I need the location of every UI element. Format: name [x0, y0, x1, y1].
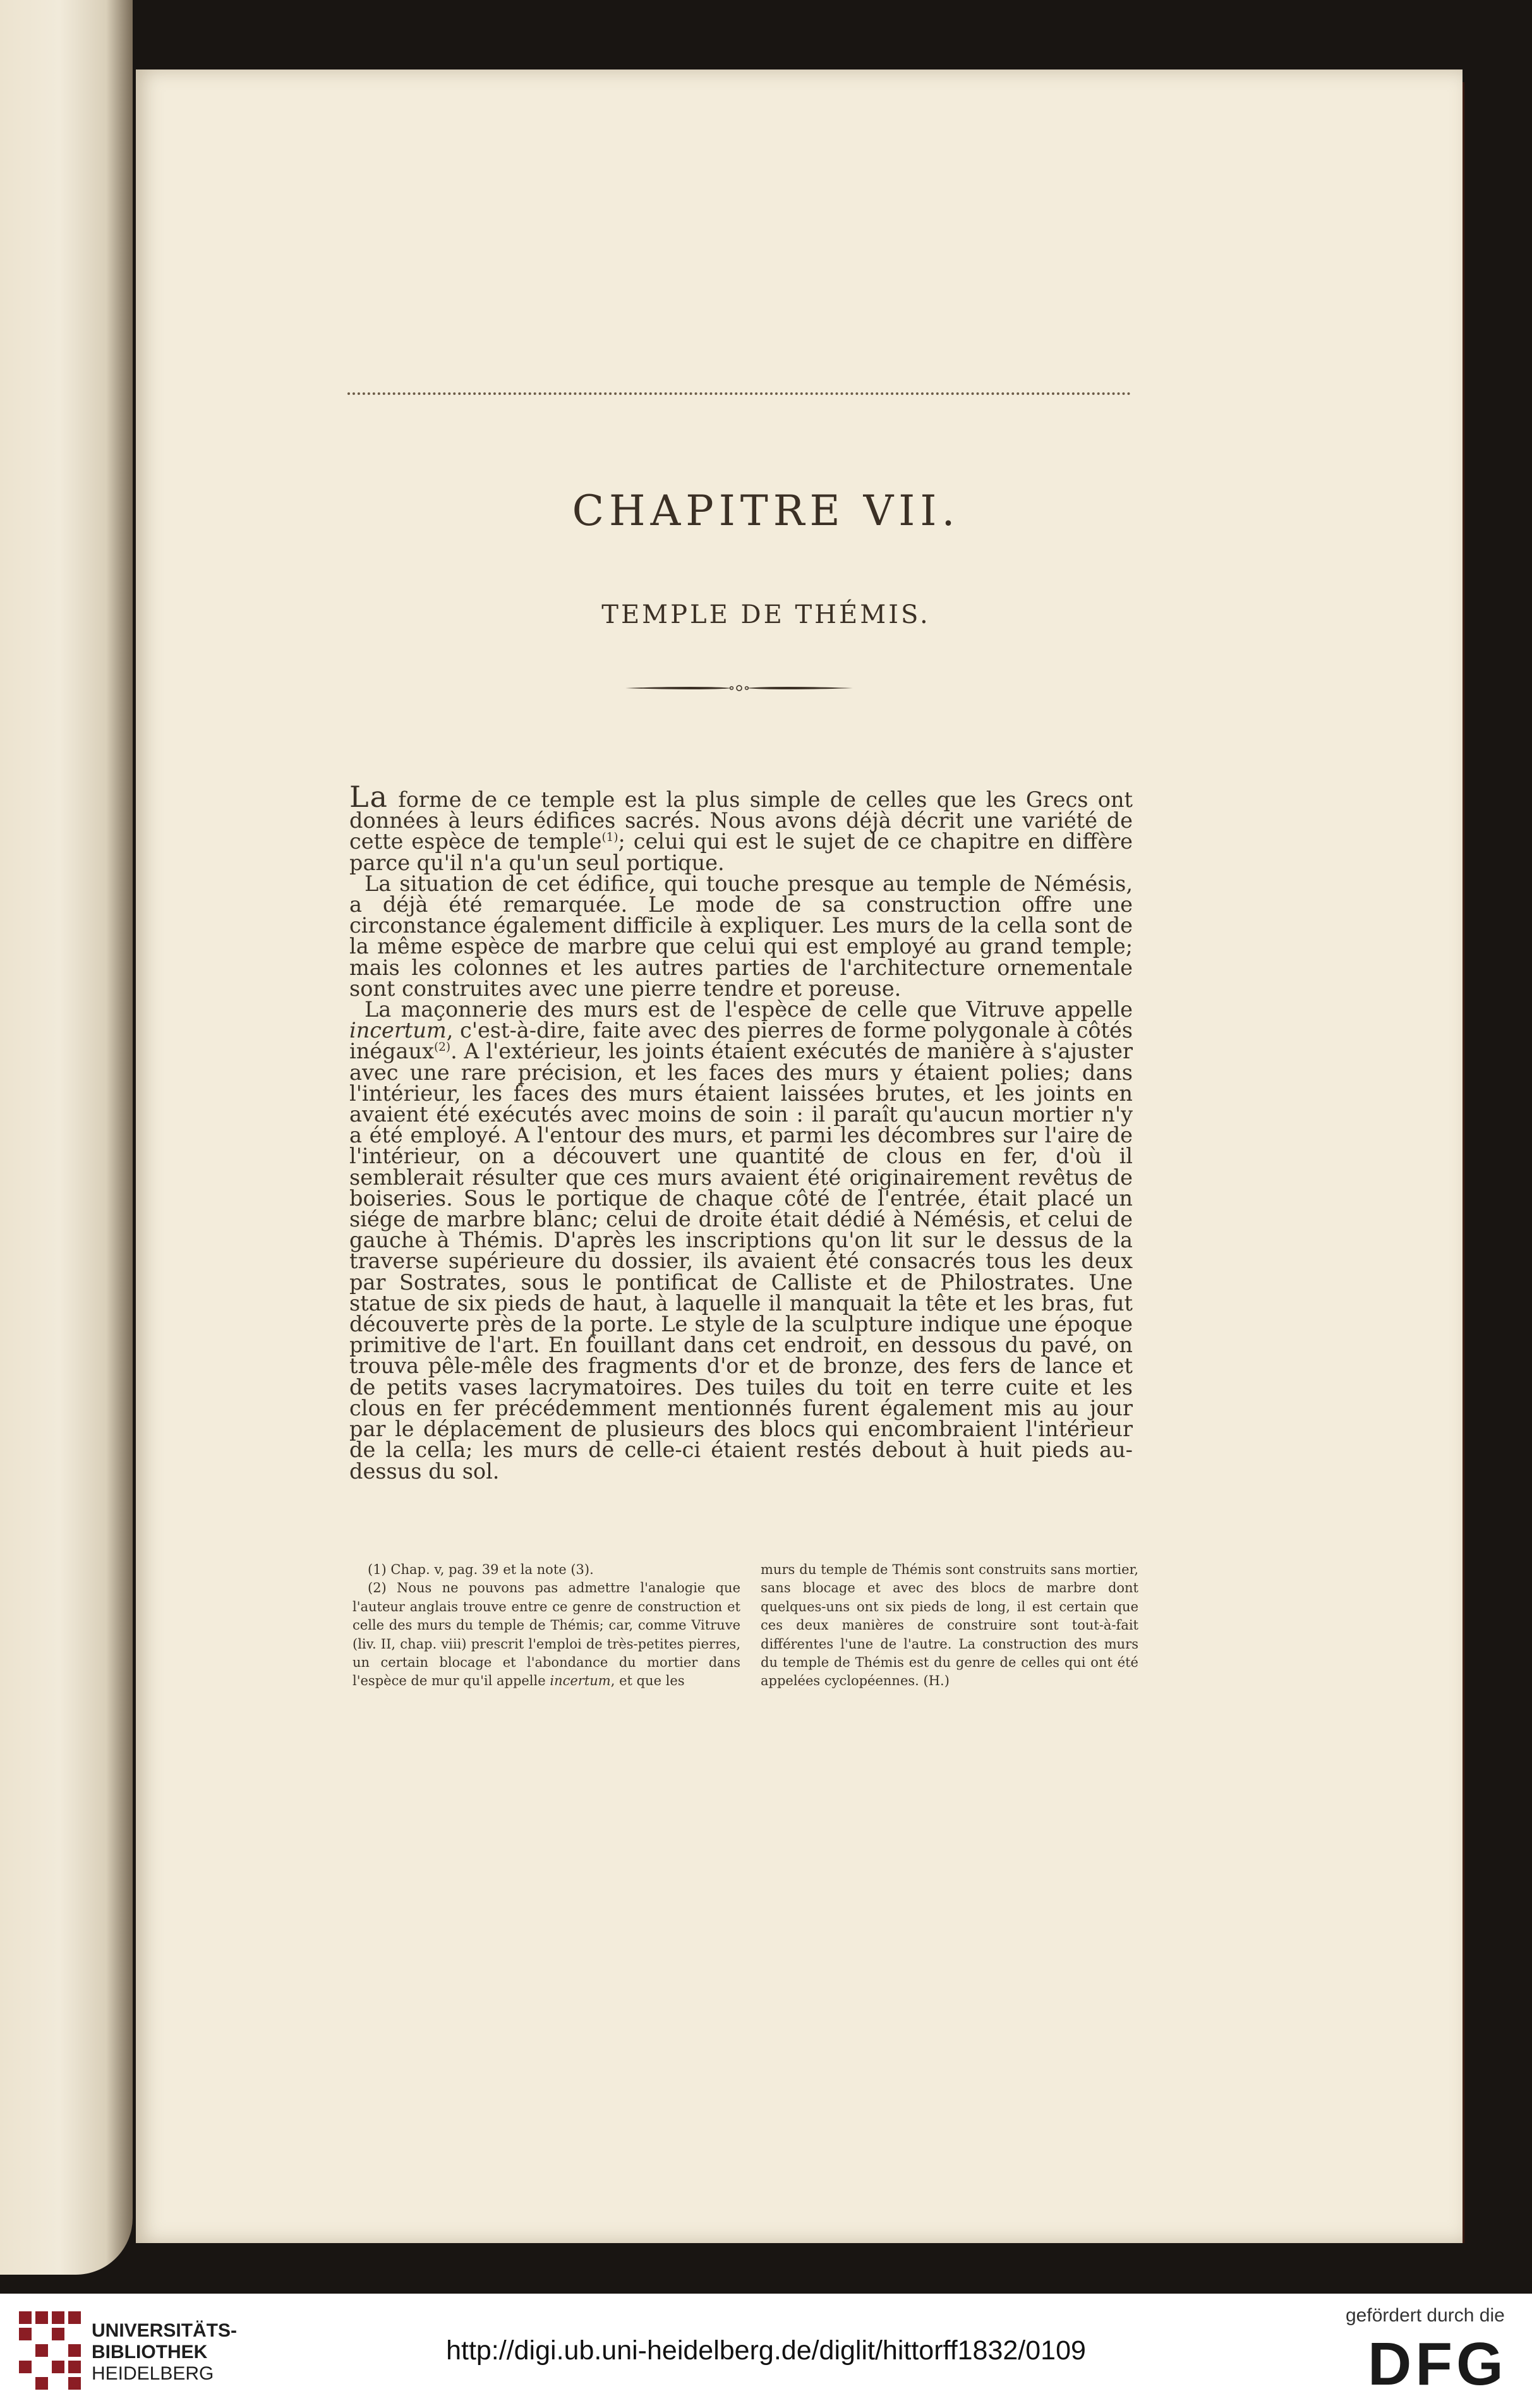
viewer-footer — [0, 2294, 1532, 2408]
italic-term: incertum — [349, 1018, 447, 1043]
chapter-subtitle: TEMPLE DE THÉMIS. — [601, 600, 931, 629]
funded-by-label: gefördert durch die — [1346, 2305, 1505, 2326]
footnote-2-continued: murs du temple de Thémis sont construits sans mortier, sans blocage et avec des blocs de marbre dont quelques-uns ont six pieds de long, il est certain que ces deux manières de construire sont tout-à-fait différentes l'une de l'autre. La construction des murs du temple de Thémis est du genre de celles qui ont été appelées cyclopéennes. (H.) — [761, 1562, 1138, 1689]
permalink-url[interactable]: http://digi.ub.uni-heidelberg.de/diglit/hittorff1832/0109 — [446, 2335, 1086, 2366]
footnote-2-italic: incertum — [550, 1673, 611, 1689]
paragraph-1-end: ; celui qui est le sujet de ce chapitre en diffère parce qu'il n'a qu'un seul portique. — [349, 829, 1133, 875]
top-dotted-rule — [347, 392, 1131, 395]
paragraph-3-text-c: . A l'extérieur, les joints étaient exécutés de manière à s'ajuster avec une rare précision, et les faces des murs y étaient polies; dans l'intérieur, les faces des murs étaient laissées brutes, et les joints en avaient été exécutés avec moins de soin : il paraît qu'aucun mortier n'y a été employé. A l'entour des murs, et parmi les décombres sur l'aire de l'intérieur, on a découvert une quantité de clous en fer, d'où il semblerait résulter que ces murs avaient été originairement revêtus de boiseries. Sous le portique de chaque côté de l'entrée, était placé un siége de marbre blanc; celui de droite était dédié à Némésis, et celui de gauche à Thémis. D'après les inscriptions qu'on lit sur le dessus de la traverse supérieure du dossier, ils avaient été consacrés tous les deux par Sostrates, sous le pontificat de Calliste et de Philostrates. Une statue de six pieds de haut, à laquelle il manquait la tête et les bras, fut découverte près de la porte. Le style de la sculpture indique une époque primitive de l'art. En fouillant dans cet endroit, en dessous du pavé, on trouva pêle-mêle des fragments d'or et de bronze, des fers de lance et de petits vases lacrymatoires. Des tuiles du toit en terre cuite et les clous en fer précédemment mentionnés furent également mis au jour par le déplacement de plusieurs des blocs qui encombraient l'intérieur de la cella; les murs de celle-ci étaient restés debout à huit pieds au-dessus du sol. — [349, 1039, 1133, 1484]
footnote-ref-2[interactable]: (2) — [434, 1041, 451, 1055]
chapter-title: CHAPITRE VII. — [572, 487, 960, 535]
ornament-divider-icon — [625, 679, 853, 698]
paragraph-3-text-a: La maçonnerie des murs est de l'espèce de celle que Vitruve appelle — [365, 997, 1133, 1022]
dfg-logo[interactable]: DFG — [1368, 2330, 1507, 2398]
paragraph-1 — [349, 780, 1133, 875]
footnotes-left-column — [353, 1561, 740, 1691]
paragraph-1-text: forme de ce temple est la plus simple de celles que les Grecs ont données à leurs édifices sacrés. Nous avons déjà décrit une variété de cette espèce de temple — [349, 787, 1133, 854]
footnotes-right-column — [761, 1561, 1138, 1691]
book-spine — [0, 0, 133, 2275]
footnote-1: (1) Chap. v, pag. 39 et la note (3). — [368, 1562, 594, 1577]
footnote-2-text-a: (2) Nous ne pouvons pas admettre l'analogie que l'auteur anglais trouve entre ce genre de construction et celle des murs du temple de Thémis; car, comme Vitruve (liv. II, chap. viii) prescrit l'emploi de très-petites pierres, un certain blocage et l'abondance du mortier dans l'espèce de mur qu'il appelle — [353, 1580, 740, 1689]
footnote-2-text-b: , et que les — [610, 1673, 685, 1689]
drop-cap: La — [349, 780, 389, 814]
paragraph-2: La situation de cet édifice, qui touche presque au temple de Némésis, a déjà été remarquée. Le mode de sa construction offre une circonstance également difficile à expliquer. Les murs de la cella sont de la même espèce de marbre que celui qui est employé au grand temple; mais les colonnes et les autres parties de l'architecture ornementale sont construites avec une pierre tendre et poreuse. — [349, 871, 1133, 1001]
footnote-ref-1[interactable]: (1) — [601, 831, 618, 845]
body-text — [349, 780, 1133, 1484]
library-name-line-1: UNIVERSITÄTS- — [92, 2320, 238, 2341]
library-name-line-2: BIBLIOTHEK — [92, 2342, 208, 2363]
library-name-line-3: HEIDELBERG — [92, 2363, 214, 2384]
footnote-2 — [353, 1579, 740, 1690]
paragraph-3-text-b: , c'est-à-dire, faite avec des pierres de forme polygonale à côtés inégaux — [349, 1018, 1133, 1064]
paragraph-3 — [349, 999, 1133, 1482]
